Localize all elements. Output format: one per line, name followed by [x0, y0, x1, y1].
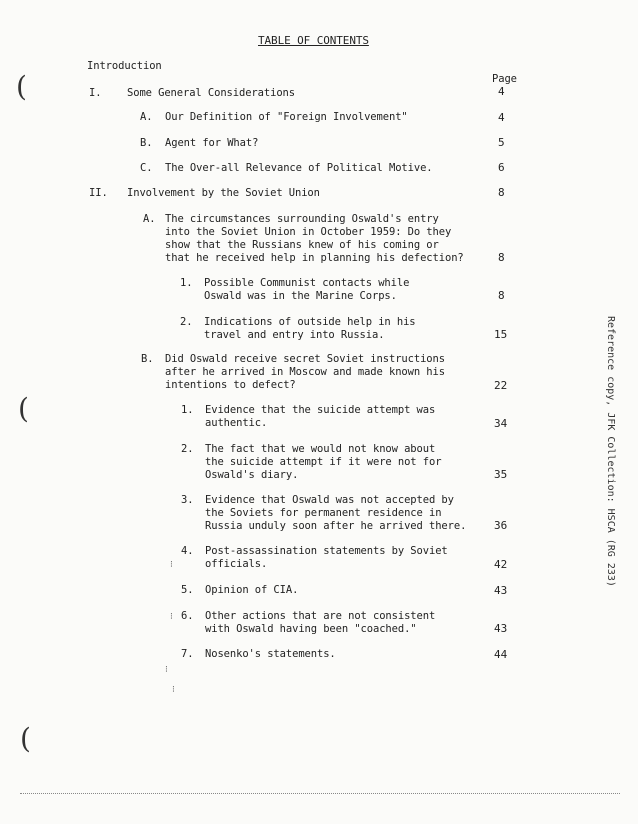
item-number: 5. [181, 584, 194, 596]
item-number: 2. [181, 443, 194, 455]
item-line: officials. [205, 558, 268, 570]
subsection-title: Agent for What? [165, 137, 259, 149]
page-number: 8 [498, 289, 505, 302]
punch-hole-mark: ( [16, 70, 27, 103]
subsection-title: The Over-all Relevance of Political Motive. [165, 162, 433, 174]
introduction-heading: Introduction [87, 60, 162, 72]
item-line: Possible Communist contacts while [204, 277, 410, 289]
item-line: Opinion of CIA. [205, 584, 299, 596]
page-number: 4 [498, 111, 505, 124]
page-column-header: Page [492, 73, 517, 85]
subsection-line: into the Soviet Union in October 1959: Do they [165, 226, 452, 238]
page-number: 34 [494, 417, 508, 430]
subsection-letter: A. [140, 111, 153, 123]
subsection-letter: B. [140, 137, 153, 149]
item-line: the Soviets for permanent residence in [205, 507, 442, 519]
item-number: 4. [181, 545, 194, 557]
punch-hole-mark: ( [18, 392, 29, 425]
subsection-line: show that the Russians knew of his coming or [165, 239, 439, 251]
page-number: 15 [494, 328, 508, 341]
item-number: 7. [181, 648, 194, 660]
subsection-line: Did Oswald receive secret Soviet instructions [165, 353, 445, 365]
document-title: TABLE OF CONTENTS [258, 34, 369, 47]
page-number: 43 [494, 622, 508, 635]
item-number: 6. [181, 610, 194, 622]
scan-mark: ⁝ [170, 612, 173, 622]
item-line: Evidence that the suicide attempt was [205, 404, 436, 416]
item-number: 1. [181, 404, 194, 416]
item-line: Oswald was in the Marine Corps. [204, 290, 397, 302]
page-number: 35 [494, 468, 508, 481]
item-line: Nosenko's statements. [205, 648, 336, 660]
item-line: Russia unduly soon after he arrived there. [205, 520, 467, 532]
item-line: Oswald's diary. [205, 469, 299, 481]
subsection-line: intentions to defect? [165, 379, 296, 391]
page-number: 8 [498, 186, 505, 199]
subsection-line: that he received help in planning his defection? [165, 252, 464, 264]
subsection-line: after he arrived in Moscow and made known his [165, 366, 445, 378]
page-number: 44 [494, 648, 508, 661]
scan-mark: ⁝ [172, 685, 175, 695]
page-number: 43 [494, 584, 508, 597]
punch-hole-mark: ( [20, 722, 31, 755]
item-line: with Oswald having been "coached." [205, 623, 417, 635]
subsection-letter: B. [141, 353, 154, 365]
bottom-scan-line [20, 793, 620, 794]
page-number: 22 [494, 379, 508, 392]
page-number: 42 [494, 558, 508, 571]
subsection-letter: A. [143, 213, 156, 225]
item-line: Evidence that Oswald was not accepted by [205, 494, 454, 506]
page-number: 4 [498, 85, 505, 98]
item-number: 1. [180, 277, 193, 289]
item-line: Indications of outside help in his [204, 316, 416, 328]
page-number: 8 [498, 251, 505, 264]
item-line: the suicide attempt if it were not for [205, 456, 442, 468]
subsection-letter: C. [140, 162, 153, 174]
item-number: 2. [180, 316, 193, 328]
item-number: 3. [181, 494, 194, 506]
section-title: Some General Considerations [127, 87, 295, 99]
section-number: II. [89, 187, 108, 199]
item-line: travel and entry into Russia. [204, 329, 385, 341]
subsection-line: The circumstances surrounding Oswald's entry [165, 213, 439, 225]
section-number: I. [89, 87, 102, 99]
page-number: 36 [494, 519, 508, 532]
item-line: authentic. [205, 417, 268, 429]
item-line: Post-assassination statements by Soviet [205, 545, 448, 557]
section-title: Involvement by the Soviet Union [127, 187, 320, 199]
item-line: The fact that we would not know about [205, 443, 436, 455]
item-line: Other actions that are not consistent [205, 610, 436, 622]
page-number: 5 [498, 136, 505, 149]
reference-stamp: Reference copy, JFK Collection: HSCA (RG 233) [605, 316, 616, 587]
subsection-title: Our Definition of "Foreign Involvement" [165, 111, 408, 123]
scan-mark: ⁝ [170, 560, 173, 570]
page-number: 6 [498, 161, 505, 174]
scan-mark: ⁝ [165, 665, 168, 675]
